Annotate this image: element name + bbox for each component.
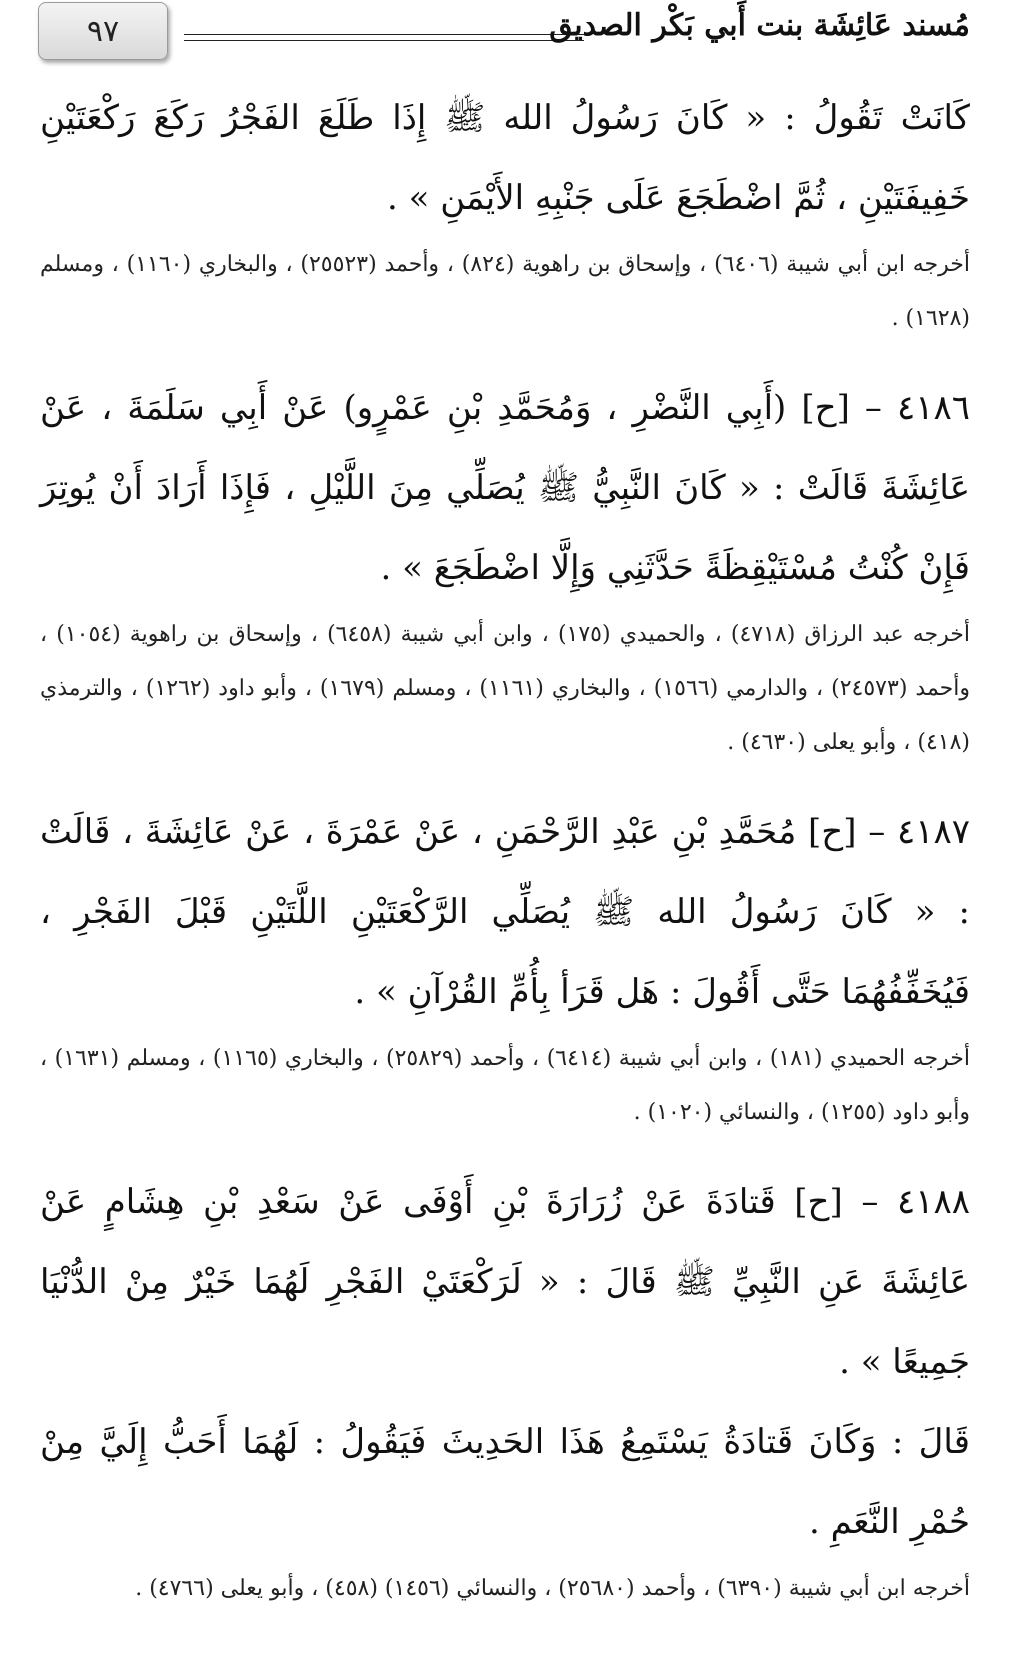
hadith-comment: قَالَ : وَكَانَ قَتادَةُ يَسْتَمِعُ هَذَا الحَدِيثَ فَيَقُولُ : لَهُمَا أَحَبُّ إِلَيَّ مِنْ حُمْرِ النَّعَمِ . bbox=[40, 1422, 970, 1542]
block-spacer bbox=[40, 1140, 970, 1162]
takhrij-note: أخرجه الحميدي (١٨١) ، وابن أبي شيبة (٦٤١٤) ، وأحمد (٢٥٨٢٩) ، والبخاري (١١٦٥) ، ومسلم (١٦٣١) ، وأبو داود (١٢٥٥) ، والنسائي (١٠٢٠) . bbox=[40, 1046, 970, 1125]
page-body bbox=[40, 78, 970, 1616]
block-spacer bbox=[40, 770, 970, 792]
header-rule bbox=[184, 34, 584, 35]
page-number: ٩٧ bbox=[38, 2, 168, 60]
hadith-text: ٤١٨٨ – [ح] قَتادَةَ عَنْ زُرَارَةَ بْنِ أَوْفَى عَنْ سَعْدِ بْنِ هِشَامٍ عَنْ عَائِشَةَ عَنِ النَّبِيِّ ﷺ قَالَ : « لَرَكْعَتَيْ الفَجْرِ لَهُمَا خَيْرٌ مِنْ الدُّنْيَا جَمِيعًا » . bbox=[40, 1182, 970, 1382]
takhrij-note: أخرجه ابن أبي شيبة (٦٣٩٠) ، وأحمد (٢٥٦٨٠) ، والنسائي (١٤٥٦) (٤٥٨) ، وأبو يعلى (٤٧٦٦) . bbox=[135, 1576, 970, 1601]
hadith-text: كَانَتْ تَقُولُ : « كَانَ رَسُولُ الله ﷺ إِذَا طَلَعَ الفَجْرُ رَكَعَ رَكْعَتَيْنِ خَفِيفَتَيْنِ ، ثُمَّ اضْطَجَعَ عَلَى جَنْبِهِ الأَيْمَنِ » . bbox=[40, 98, 970, 218]
running-title: مُسند عَائِشَة بنت أَبي بَكْر الصديق bbox=[549, 8, 970, 43]
header-rule bbox=[184, 40, 584, 41]
takhrij-note: أخرجه ابن أبي شيبة (٦٤٠٦) ، وإسحاق بن راهوية (٨٢٤) ، وأحمد (٢٥٥٢٣) ، والبخاري (١١٦٠) ، ومسلم (١٦٢٨) . bbox=[40, 252, 970, 331]
page-header bbox=[0, 0, 1010, 70]
takhrij-note: أخرجه عبد الرزاق (٤٧١٨) ، والحميدي (١٧٥) ، وابن أبي شيبة (٦٤٥٨) ، وإسحاق بن راهوية (١٠٥٤) ، وأحمد (٢٤٥٧٣) ، والدارمي (١٥٦٦) ، والبخاري (١١٦١) ، ومسلم (١٦٧٩) ، وأبو داود (١٢٦٢) ، والترمذي (٤١٨) ، وأبو يعلى (٤٦٣٠) . bbox=[40, 622, 971, 755]
block-spacer bbox=[40, 346, 970, 368]
hadith-text: ٤١٨٧ – [ح] مُحَمَّدِ بْنِ عَبْدِ الرَّحْمَنِ ، عَنْ عَمْرَةَ ، عَنْ عَائِشَةَ ، قَالَتْ : « كَانَ رَسُولُ الله ﷺ يُصَلِّي الرَّكْعَتَيْنِ اللَّتَيْنِ قَبْلَ الفَجْرِ ، فَيُخَفِّفُهُمَا حَتَّى أَقُولَ : هَل قَرَأ بِأُمِّ القُرْآنِ » . bbox=[40, 812, 970, 1012]
hadith-text: ٤١٨٦ – [ح] (أَبِي النَّضْرِ ، وَمُحَمَّدِ بْنِ عَمْرٍو) عَنْ أَبِي سَلَمَةَ ، عَنْ عَائِشَةَ قَالَتْ : « كَانَ النَّبِيُّ ﷺ يُصَلِّي مِنَ اللَّيْلِ ، فَإِذَا أَرَادَ أَنْ يُوتِرَ فَإِنْ كُنْتُ مُسْتَيْقِظَةً حَدَّثَنِي وَإِلَّا اضْطَجَعَ » . bbox=[40, 388, 970, 588]
